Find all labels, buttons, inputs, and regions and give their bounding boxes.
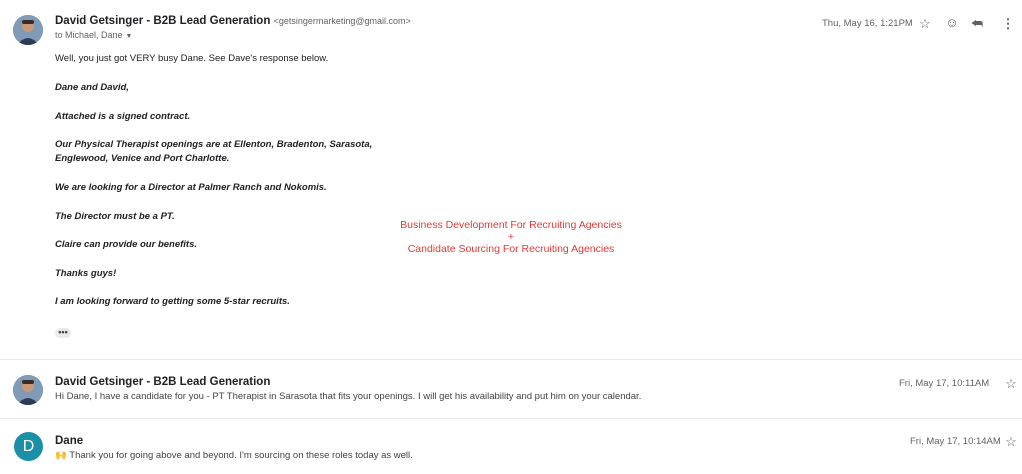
overlay-line-1: Business Development For Recruiting Agencies [400,219,622,231]
message-date: Thu, May 16, 1:21PM [822,18,913,29]
avatar-photo-icon [13,375,43,405]
recipients[interactable] [55,30,132,40]
message-snippet: Hi Dane, I have a candidate for you - PT Therapist in Sarasota that fits your openings. I will get his availability and put him on your calendar. [55,391,642,402]
body-line: Our Physical Therapist openings are at Ellenton, Bradenton, Sarasota, [55,139,373,150]
avatar-photo-icon [13,15,43,45]
body-line: Claire can provide our benefits. [55,239,198,250]
watermark-overlay [380,219,642,255]
sender-name[interactable]: David Getsinger - B2B Lead Generation [55,376,271,388]
body-line: Well, you just got VERY busy Dane. See Dave's response below. [55,53,329,64]
avatar[interactable]: D [14,432,43,461]
sender-name[interactable]: David Getsinger - B2B Lead Generation <getsingermarketing@gmail.com> [55,15,411,27]
star-icon[interactable]: ☆ [1005,434,1017,449]
avatar[interactable] [13,15,43,45]
star-icon[interactable]: ☆ [1005,376,1017,391]
body-line: Englewood, Venice and Port Charlotte. [55,153,230,164]
message-date: Fri, May 17, 10:11AM [899,378,990,389]
overlay-line-3: Candidate Sourcing For Recruiting Agencies [407,243,615,255]
body-line: Dane and David, [55,82,129,93]
star-icon[interactable]: ☆ [919,16,931,31]
recipients-label: to Michael, Dane [55,30,123,40]
message-date: Fri, May 17, 10:14AM [910,436,1001,447]
avatar[interactable] [13,375,43,405]
sender-email: <getsingermarketing@gmail.com> [273,16,411,26]
message-snippet: 🙌 Thank you for going above and beyond. I'm sourcing on these roles today as well. [55,450,413,461]
body-line: I am looking forward to getting some 5-star recruits. [55,296,290,307]
emoji-icon[interactable]: ☺ [945,15,959,30]
body-line: The Director must be a PT. [55,211,175,222]
divider [0,418,1022,419]
body-line: We are looking for a Director at Palmer Ranch and Nokomis. [55,182,327,193]
divider [0,359,1022,360]
reply-icon[interactable]: ⮪ [970,16,984,31]
body-line: Thanks guys! [55,268,117,279]
sender-name[interactable]: Dane [55,435,84,447]
overlay-line-2: + [507,231,515,243]
show-trimmed-content-button[interactable]: ••• [55,328,71,338]
chevron-down-icon[interactable]: ▼ [125,33,133,40]
body-line: Attached is a signed contract. [55,111,191,122]
more-vert-icon[interactable]: ⋮ [1001,16,1015,31]
